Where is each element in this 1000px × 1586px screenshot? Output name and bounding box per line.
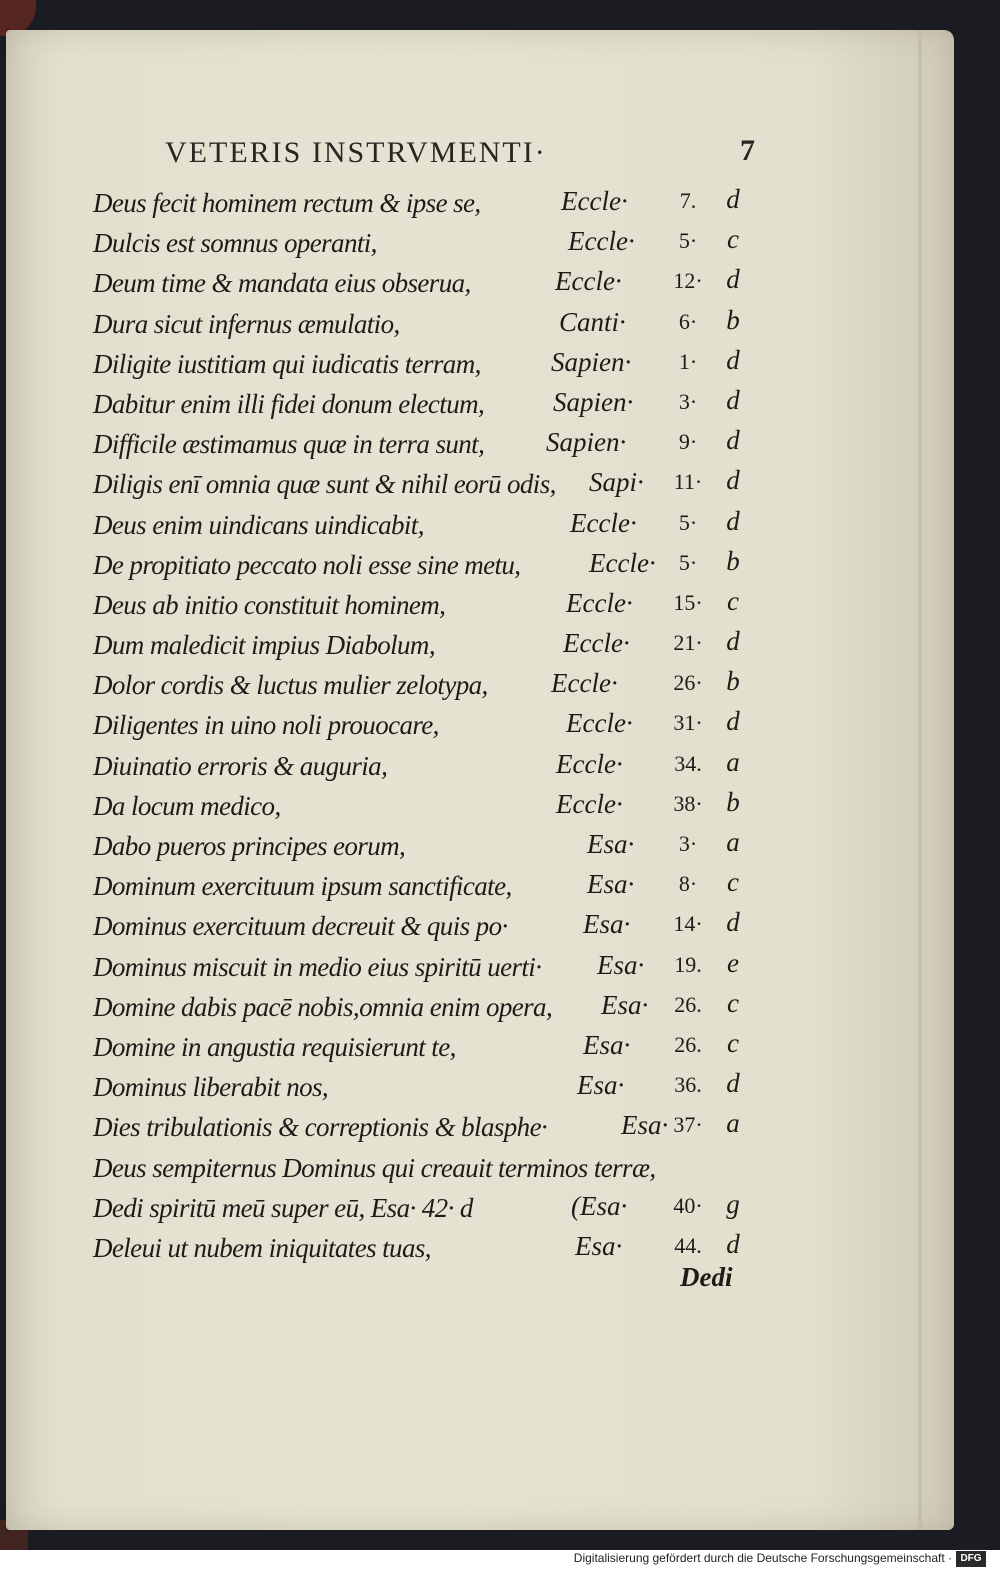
entry-book: Esa·: [577, 1070, 625, 1101]
index-entry: [93, 1149, 753, 1189]
entry-section: a: [726, 746, 740, 777]
entry-book: Eccle·: [555, 266, 622, 297]
entry-text: Dabitur enim illi fidei donum electum,: [93, 388, 485, 419]
entry-section: b: [726, 304, 740, 335]
entry-text: Dolor cordis & luctus mulier zelotypa,: [93, 670, 488, 701]
entry-section: c: [727, 224, 739, 255]
entry-book: (Esa·: [571, 1190, 628, 1221]
index-entry: [93, 948, 753, 988]
entry-section: b: [726, 545, 740, 576]
index-entry: [93, 1189, 753, 1229]
entry-chapter: 34.: [674, 750, 702, 776]
entry-section: b: [726, 666, 740, 697]
entry-text: Domine dabis pacē nobis,omnia enim opera,: [93, 991, 553, 1022]
entry-book: Eccle·: [566, 587, 633, 618]
entry-book: Eccle·: [589, 547, 656, 578]
entry-book: Sapien·: [546, 427, 627, 458]
entry-text: Dominus exercituum decreuit & quis po·: [93, 911, 508, 942]
entry-book: Eccle·: [556, 748, 623, 779]
entry-book: Eccle·: [556, 788, 623, 819]
entry-section: c: [727, 867, 739, 898]
index-entry: [93, 1108, 753, 1148]
entry-section: d: [726, 425, 740, 456]
index-entry: [93, 747, 753, 787]
entry-chapter: 5·: [678, 509, 698, 535]
entry-book: Sapien·: [553, 386, 634, 417]
entry-chapter: 8·: [678, 871, 698, 897]
entry-text: Diuinatio erroris & auguria,: [93, 750, 388, 781]
entry-text: Deus fecit hominem rectum & ipse se,: [93, 188, 481, 218]
entry-book: Esa·: [583, 909, 631, 940]
entry-text: Dies tribulationis & correptionis & blasphe·: [93, 1112, 548, 1143]
entry-chapter: 40·: [673, 1192, 703, 1218]
entry-chapter: 26.: [674, 1031, 702, 1057]
index-entry: [93, 224, 753, 264]
entry-section: d: [726, 907, 740, 938]
index-entry: [93, 184, 753, 224]
entry-text: Dura sicut infernus æmulatio,: [93, 308, 400, 339]
entry-chapter: 44.: [674, 1232, 702, 1258]
entry-chapter: 5·: [678, 228, 698, 254]
entry-text: Dominus miscuit in medio eius spiritū uerti·: [93, 951, 542, 982]
entry-text: Dum maledicit impius Diabolum,: [93, 630, 435, 661]
entry-chapter: 12·: [673, 268, 703, 294]
entry-section: c: [727, 1027, 739, 1058]
catchword: Dedi: [680, 1262, 733, 1292]
entry-book: Eccle·: [551, 668, 618, 699]
entry-text: Dulcis est somnus operanti,: [93, 228, 377, 259]
index-entry: [93, 506, 753, 546]
entry-book: Sapien·: [551, 346, 632, 377]
entry-book: Eccle·: [570, 507, 637, 538]
entry-chapter: 3·: [678, 388, 698, 414]
entry-book: Esa·: [583, 1029, 631, 1060]
index-entry: [93, 988, 753, 1028]
entry-chapter: 36.: [674, 1072, 702, 1098]
dfg-logo: DFG: [956, 1551, 986, 1567]
entry-book: Esa·: [621, 1110, 669, 1141]
entry-chapter: 31·: [673, 710, 703, 736]
entry-book: Eccle·: [561, 186, 628, 216]
entry-book: Eccle·: [568, 226, 635, 257]
entry-section: d: [726, 1068, 740, 1099]
index-entry: [93, 465, 753, 505]
entry-section: a: [726, 1108, 740, 1139]
entry-text: Da locum medico,: [93, 790, 281, 821]
entry-book: Eccle·: [566, 708, 633, 739]
entry-section: b: [726, 786, 740, 817]
index-entry: [93, 867, 753, 907]
entry-section: g: [726, 1188, 740, 1219]
page-edge: [918, 30, 922, 1530]
entry-section: d: [726, 706, 740, 737]
entry-section: d: [726, 505, 740, 536]
entry-book: Canti·: [559, 306, 626, 337]
entry-chapter: 6·: [678, 308, 698, 334]
index-entry: [93, 827, 753, 867]
index-entry: [93, 305, 753, 345]
entry-text: Dabo pueros principes eorum,: [93, 831, 406, 861]
entry-section: d: [726, 184, 740, 214]
index-entry: [93, 1068, 753, 1108]
entry-chapter: 1·: [678, 348, 698, 374]
index-entry: [93, 345, 753, 385]
index-entry: [93, 1229, 753, 1269]
entry-text: Deus ab initio constituit hominem,: [93, 589, 446, 620]
entry-section: d: [726, 465, 740, 496]
entry-chapter: 11·: [673, 469, 703, 495]
entry-book: Sapi·: [589, 467, 644, 498]
index-entry: [93, 666, 753, 706]
entry-chapter: 14·: [673, 911, 703, 937]
entry-section: d: [726, 384, 740, 415]
footer-credit: Digitalisierung gefördert durch die Deutsche Forschungsgemeinschaft ·: [573, 1551, 952, 1565]
entry-book: Eccle·: [563, 628, 630, 659]
entry-chapter: 3·: [678, 831, 698, 856]
running-header: [165, 136, 755, 180]
entry-section: a: [726, 827, 740, 857]
index-entry: [93, 1028, 753, 1068]
entry-book: Esa·: [597, 949, 645, 980]
entry-text: Deus enim uindicans uindicabit,: [93, 509, 424, 540]
entry-text: Dedi spiritū meū super eū, Esa· 42· d: [93, 1192, 473, 1223]
index-entries: [93, 184, 753, 1269]
entry-chapter: 37·: [673, 1112, 703, 1138]
entry-book: Esa·: [587, 869, 635, 900]
entry-section: d: [726, 626, 740, 657]
entry-section: c: [727, 987, 739, 1018]
entry-text: Diligentes in uino noli prouocare,: [93, 710, 439, 741]
index-entry: [93, 385, 753, 425]
entry-chapter: 9·: [678, 429, 698, 455]
entry-text: Deleui ut nubem iniquitates tuas,: [93, 1232, 431, 1263]
entry-section: d: [726, 1228, 740, 1259]
entry-chapter: 5·: [678, 549, 698, 575]
index-entry: [93, 907, 753, 947]
index-entry: [93, 264, 753, 304]
entry-text: Diligis enī omnia quæ sunt & nihil eorū odis,: [93, 469, 556, 500]
entry-text: Deus sempiternus Dominus qui creauit terminos terræ,: [93, 1152, 656, 1183]
index-entry: [93, 626, 753, 666]
entry-section: d: [726, 344, 740, 375]
index-entry: [93, 706, 753, 746]
entry-text: De propitiato peccato noli esse sine metu,: [93, 549, 521, 580]
index-entry: [93, 586, 753, 626]
entry-chapter: 7.: [679, 188, 697, 213]
entry-text: Dominus liberabit nos,: [93, 1072, 329, 1103]
entry-section: e: [727, 947, 739, 978]
entry-text: Diligite iustitiam qui iudicatis terram,: [93, 348, 481, 379]
index-entry: [93, 425, 753, 465]
running-head-title: VETERIS INSTRVMENTI·: [165, 136, 547, 169]
entry-chapter: 26·: [673, 670, 703, 696]
entry-text: Deum time & mandata eius obserua,: [93, 268, 471, 299]
entry-chapter: 21·: [673, 630, 703, 656]
entry-section: d: [726, 264, 740, 295]
entry-chapter: 38·: [673, 790, 703, 816]
entry-text: Dominum exercituum ipsum sanctificate,: [93, 871, 512, 902]
entry-book: Esa·: [601, 989, 649, 1020]
entry-book: Esa·: [575, 1230, 623, 1261]
page-number: 7: [740, 134, 755, 167]
index-entry: [93, 546, 753, 586]
entry-chapter: 19.: [674, 951, 702, 977]
entry-text: Difficile æstimamus quæ in terra sunt,: [93, 429, 485, 460]
entry-section: c: [727, 585, 739, 616]
entry-chapter: 26.: [674, 991, 702, 1017]
entry-text: Domine in angustia requisierunt te,: [93, 1031, 456, 1062]
entry-chapter: 15·: [673, 589, 703, 615]
entry-book: Esa·: [587, 829, 635, 859]
index-entry: [93, 787, 753, 827]
